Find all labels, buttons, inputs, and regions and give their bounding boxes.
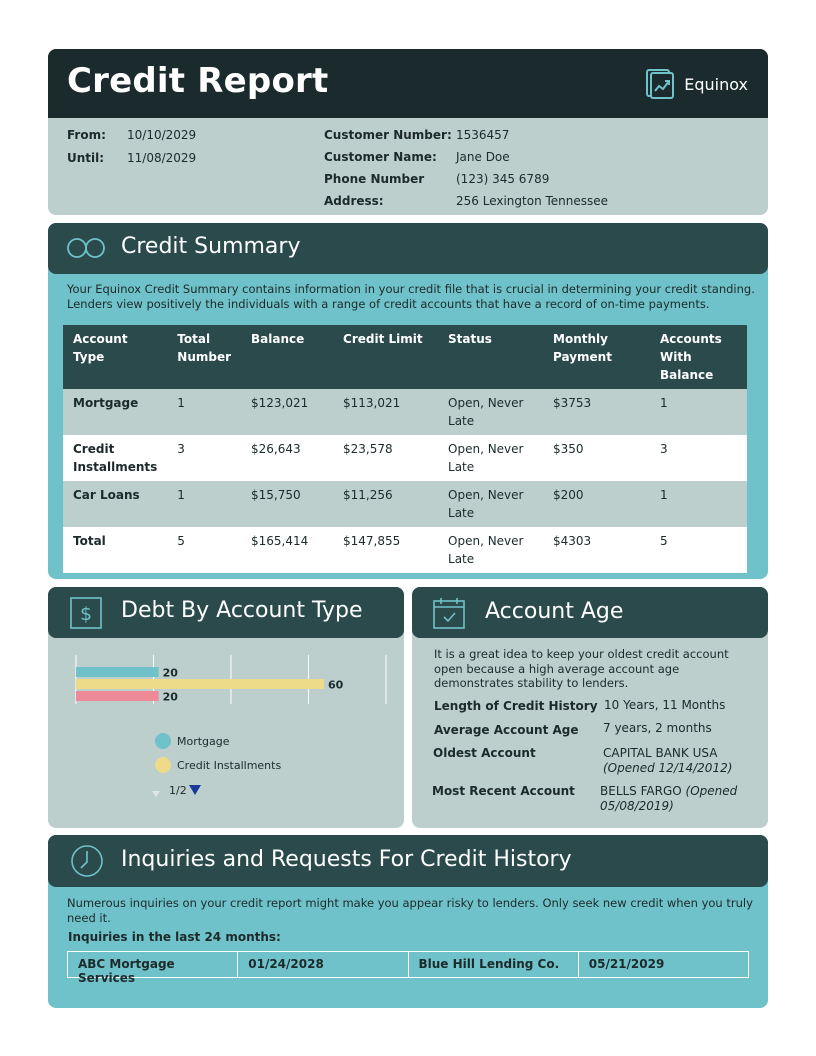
table-cell: Open, Never Late [438,435,543,481]
table-cell: $200 [543,481,650,527]
phone-value: (123) 345 6789 [456,172,550,186]
chart-data-label: 20 [162,666,178,680]
table-cell: $26,643 [241,435,333,481]
calendar-check-icon [432,596,466,630]
credit-summary-intro: Your Equinox Credit Summary contains information in your credit file that is crucial in determining your credit standing. Lenders view positively the individuals with a range of credit accounts that have a record of on-time payments. [67,282,755,311]
account-age-title: Account Age [485,599,624,624]
table-cell: $350 [543,435,650,481]
column-header: Account Type [63,325,167,389]
table-cell: Open, Never Late [438,481,543,527]
svg-text:$: $ [79,603,93,625]
chart-bar [76,691,159,701]
oldest-note: (Opened 12/14/2012) [603,761,733,775]
legend-label: Mortgage [177,735,230,748]
table-cell: $15,750 [241,481,333,527]
clock-icon [70,844,104,878]
table-cell: Credit Installments [63,435,167,481]
legend-next-arrow [189,785,201,795]
address-label: Address: [324,194,384,208]
inquiries-intro: Numerous inquiries on your credit report might make you appear risky to lenders. Only seek new credit when you truly need it. [67,896,753,925]
recent-label: Most Recent Account [432,784,575,798]
table-row [63,527,747,573]
inquiries-header [48,835,768,887]
column-header: Monthly Payment [543,325,650,389]
chart-bar [76,667,159,677]
oldest-value: CAPITAL BANK USA [603,746,718,760]
table-cell: $11,256 [333,481,438,527]
inquiries-title: Inquiries and Requests For Credit History [121,847,572,872]
customer-name-value: Jane Doe [456,150,510,164]
brand-name: Equinox [684,74,748,94]
legend-swatch [155,733,171,749]
inquiries-panel [48,835,768,1008]
table-cell: $23,578 [333,435,438,481]
infinity-icon [66,237,108,259]
table-cell: Total [63,527,167,573]
table-row [63,435,747,481]
dollar-icon [70,597,102,629]
oldest-label: Oldest Account [433,746,536,760]
debt-bar-chart [48,647,404,807]
credit-summary-panel [48,223,768,579]
until-value: 11/08/2029 [127,151,197,165]
debt-title: Debt By Account Type [121,598,363,623]
length-value: 10 Years, 11 Months [604,698,726,712]
credit-summary-table [63,325,747,573]
report-chart-icon [646,69,674,99]
account-age-intro: It is a great idea to keep your oldest credit account open because a high average account age demonstrates stability to lenders. [434,647,729,690]
table-cell: 1 [650,481,747,527]
inquiries-subheading: Inquiries in the last 24 months: [68,930,281,944]
debt-header [48,587,404,638]
table-cell: 1 [650,389,747,435]
table-cell: 5 [650,527,747,573]
account-age-header [412,587,768,638]
table-cell: $165,414 [241,527,333,573]
inquiries-table [67,951,749,985]
table-cell: $4303 [543,527,650,573]
report-title: Credit Report [67,61,329,101]
customer-name-label: Customer Name: [324,150,437,164]
customer-info [48,118,768,215]
legend-label: Credit Installments [177,759,282,772]
table-cell: $147,855 [333,527,438,573]
table-row [63,481,747,527]
column-header: Balance [241,325,333,389]
table-cell: 3 [167,435,241,481]
chart-bar [76,679,324,689]
report-header [48,49,768,118]
oldest-value-block [603,746,732,776]
credit-summary-title: Credit Summary [121,234,301,259]
column-header: Total Number [167,325,241,389]
address-value: 256 Lexington Tennessee [456,194,609,208]
column-header: Accounts With Balance [650,325,747,389]
table-cell: Car Loans [63,481,167,527]
debt-by-account-panel [48,587,404,828]
legend-swatch [155,757,171,773]
length-label: Length of Credit History [434,699,598,713]
table-cell: 1 [167,389,241,435]
legend-prev-arrow [152,791,160,797]
column-header: Credit Limit [333,325,438,389]
average-value: 7 years, 2 months [603,721,712,735]
customer-number-label: Customer Number: [324,128,452,142]
table-cell: $3753 [543,389,650,435]
inquiry-lender: ABC Mortgage Services [68,952,238,977]
brand [646,69,748,99]
credit-summary-header [48,223,768,274]
table-header-row [63,325,747,389]
customer-number-value: 1536457 [456,128,510,142]
table-cell: $113,021 [333,389,438,435]
table-cell: 3 [650,435,747,481]
inquiry-lender: Blue Hill Lending Co. [409,952,579,977]
from-value: 10/10/2029 [127,128,197,142]
phone-label: Phone Number [324,172,425,186]
chart-data-label: 60 [328,678,344,692]
chart-data-label: 20 [162,690,178,704]
table-row [63,389,747,435]
until-label: Until: [67,151,105,165]
recent-value: BELLS FARGO [600,784,682,798]
inquiry-date: 01/24/2028 [238,952,408,977]
recent-note: (Opened 05/08/2019) [600,784,738,813]
recent-value-block [600,784,740,814]
from-label: From: [67,128,106,142]
table-cell: Open, Never Late [438,527,543,573]
table-cell: 5 [167,527,241,573]
average-label: Average Account Age [434,723,579,737]
account-age-panel [412,587,768,828]
table-cell: $123,021 [241,389,333,435]
inquiry-date: 05/21/2029 [588,957,665,971]
table-cell: Open, Never Late [438,389,543,435]
column-header: Status [438,325,543,389]
table-cell: 1 [167,481,241,527]
table-cell: Mortgage [63,389,167,435]
legend-pager-text[interactable]: 1/2 [169,784,187,797]
